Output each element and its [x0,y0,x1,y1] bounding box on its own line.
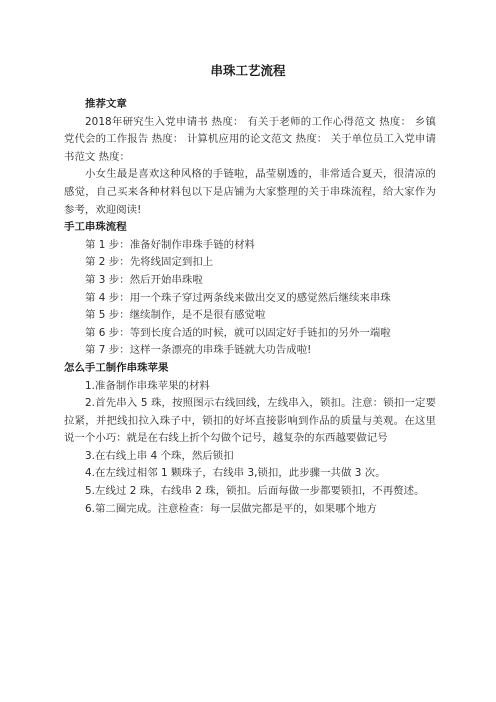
document-body [64,96,436,518]
step-item: 第 4 步：用一个珠子穿过两条线来做出交叉的感觉然后继续来串珠 [85,291,391,304]
intro-paragraph: 小女生最是喜欢这种风格的手链啦，晶莹剔透的，非常适合夏天，很清凉的感觉，自己买来各种材料包以下是店铺为大家整理的关于串珠流程，给大家作为参考，欢迎阅读! [64,168,436,216]
step-item: 6.第二圈完成。注意检查：每一层做完都是平的，如果哪个地方 [85,502,377,515]
step-item: 第 2 步：先将线固定到扣上 [85,256,214,269]
step-item: 4.在左线过相邻 1 颗珠子，右线串 3,锁扣，此步骤一共做 3 次。 [85,467,386,480]
page-title: 串珠工艺流程 [210,63,286,78]
step-item: 第 1 步：准备好制作串珠手链的材料 [85,238,255,251]
step-item: 3.在右线上串 4 个珠，然后锁扣 [85,449,234,462]
step-item: 2.首先串入 5 珠，按照图示右线回线，左线串入，锁扣。注意：锁扣一定要拉紧，并把线扣拉入珠子中，锁扣的好坏直接影响到作品的质量与美观。在这里说一个小巧：就是在右线上折个勾做个记号，越复杂的东西越要做记号 [64,397,436,445]
recommended-heading: 推荐文章 [85,98,127,110]
step-item: 1.准备制作串珠苹果的材料 [85,379,210,392]
recommended-links[interactable]: 2018年研究生入党申请书 热度： 有关于老师的工作心得范文 热度： 乡镇党代会的工作报告 热度： 计算机应用的论文范文 热度： 关于单位员工入党申请书范文 热度： [64,115,436,163]
step-item: 第 3 步：然后开始串珠啦 [85,273,203,286]
section-heading-bead-apple: 怎么手工制作串珠苹果 [64,361,169,374]
step-item: 5.左线过 2 珠，右线串 2 珠，锁扣。后面每做一步都要锁扣，不再赘述。 [85,485,425,498]
step-item: 第 6 步：等到长度合适的时候，就可以固定好手链扣的另外一端啦 [85,326,391,339]
step-item: 第 7 步：这样一条漂亮的串珠手链就大功告成啦! [85,344,312,357]
section-heading-handmade-beading: 手工串珠流程 [64,221,127,234]
step-item: 第 5 步：继续制作，是不是很有感觉啦 [85,309,266,322]
